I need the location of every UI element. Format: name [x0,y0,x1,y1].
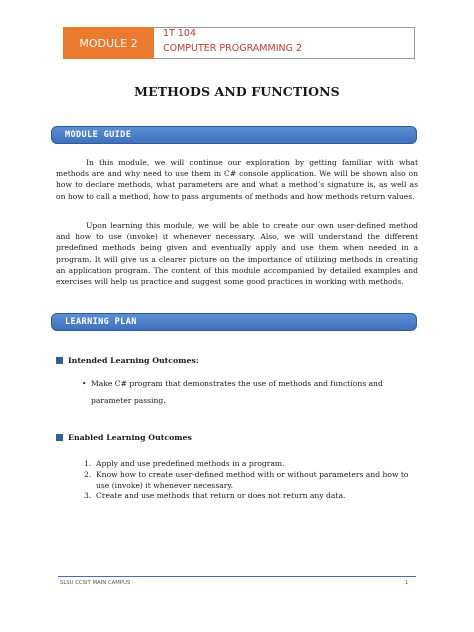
enabled-outcomes-heading [56,433,192,442]
module-guide-heading: MODULE GUIDE [65,130,132,140]
bullet-dot-icon: • [82,379,87,388]
page-number: 1 [405,580,409,586]
square-bullet-icon [56,434,63,441]
course-title: COMPUTER PROGRAMMING 2 [163,43,303,54]
page-title: METHODS AND FUNCTIONS [134,84,340,99]
intended-outcomes-label: Intended Learning Outcomes: [68,356,199,365]
enabled-outcomes-label: Enabled Learning Outcomes [68,433,192,442]
enabled-outcomes-list [84,459,414,502]
course-code: 1T 104 [163,28,196,39]
learning-plan-heading: LEARNING PLAN [65,317,137,327]
list-item: 2. Know how to create user-defined method with or without parameters and how to use (invoke) it whenever necessary. [84,469,409,490]
module-guide-paragraph-1: In this module, we will continue our exploration by getting familiar with what methods are and why need to use them in C# console application. We will be shown also on how to declare methods, what parameters are and what a method’s signature is, as well as on how to call a method, how to pass arguments of methods and how methods return values. [56,158,418,201]
module-guide-paragraph-2: Upon learning this module, we will be able to create our own user-defined method and how to use (invoke) it whenever necessary. Also, we will understand the different predefined methods being given and eventually apply and use them when needed in a program. It will give us a clearer picture on the importance of utilizing methods in creating an application program. The content of this module accompanied by detailed examples and exercises will help us practice and suggest some good practices in working with methods. [56,221,418,287]
learning-plan-heading-bar [51,313,417,331]
module-guide-heading-bar [51,126,417,144]
list-item: 3. Create and use methods that return or does not return any data. [84,491,346,501]
square-bullet-icon [56,357,63,364]
intended-outcomes-heading [56,356,199,365]
module-label: MODULE 2 [63,27,154,59]
intended-outcomes-list [82,375,411,409]
list-item: Make C# program that demonstrates the use of methods and functions and parameter passing. [91,379,383,405]
footer-campus: SLSU CCSIT MAIN CAMPUS [60,580,131,586]
footer-divider [58,576,416,577]
list-item: 1. Apply and use predefined methods in a program. [84,459,285,468]
